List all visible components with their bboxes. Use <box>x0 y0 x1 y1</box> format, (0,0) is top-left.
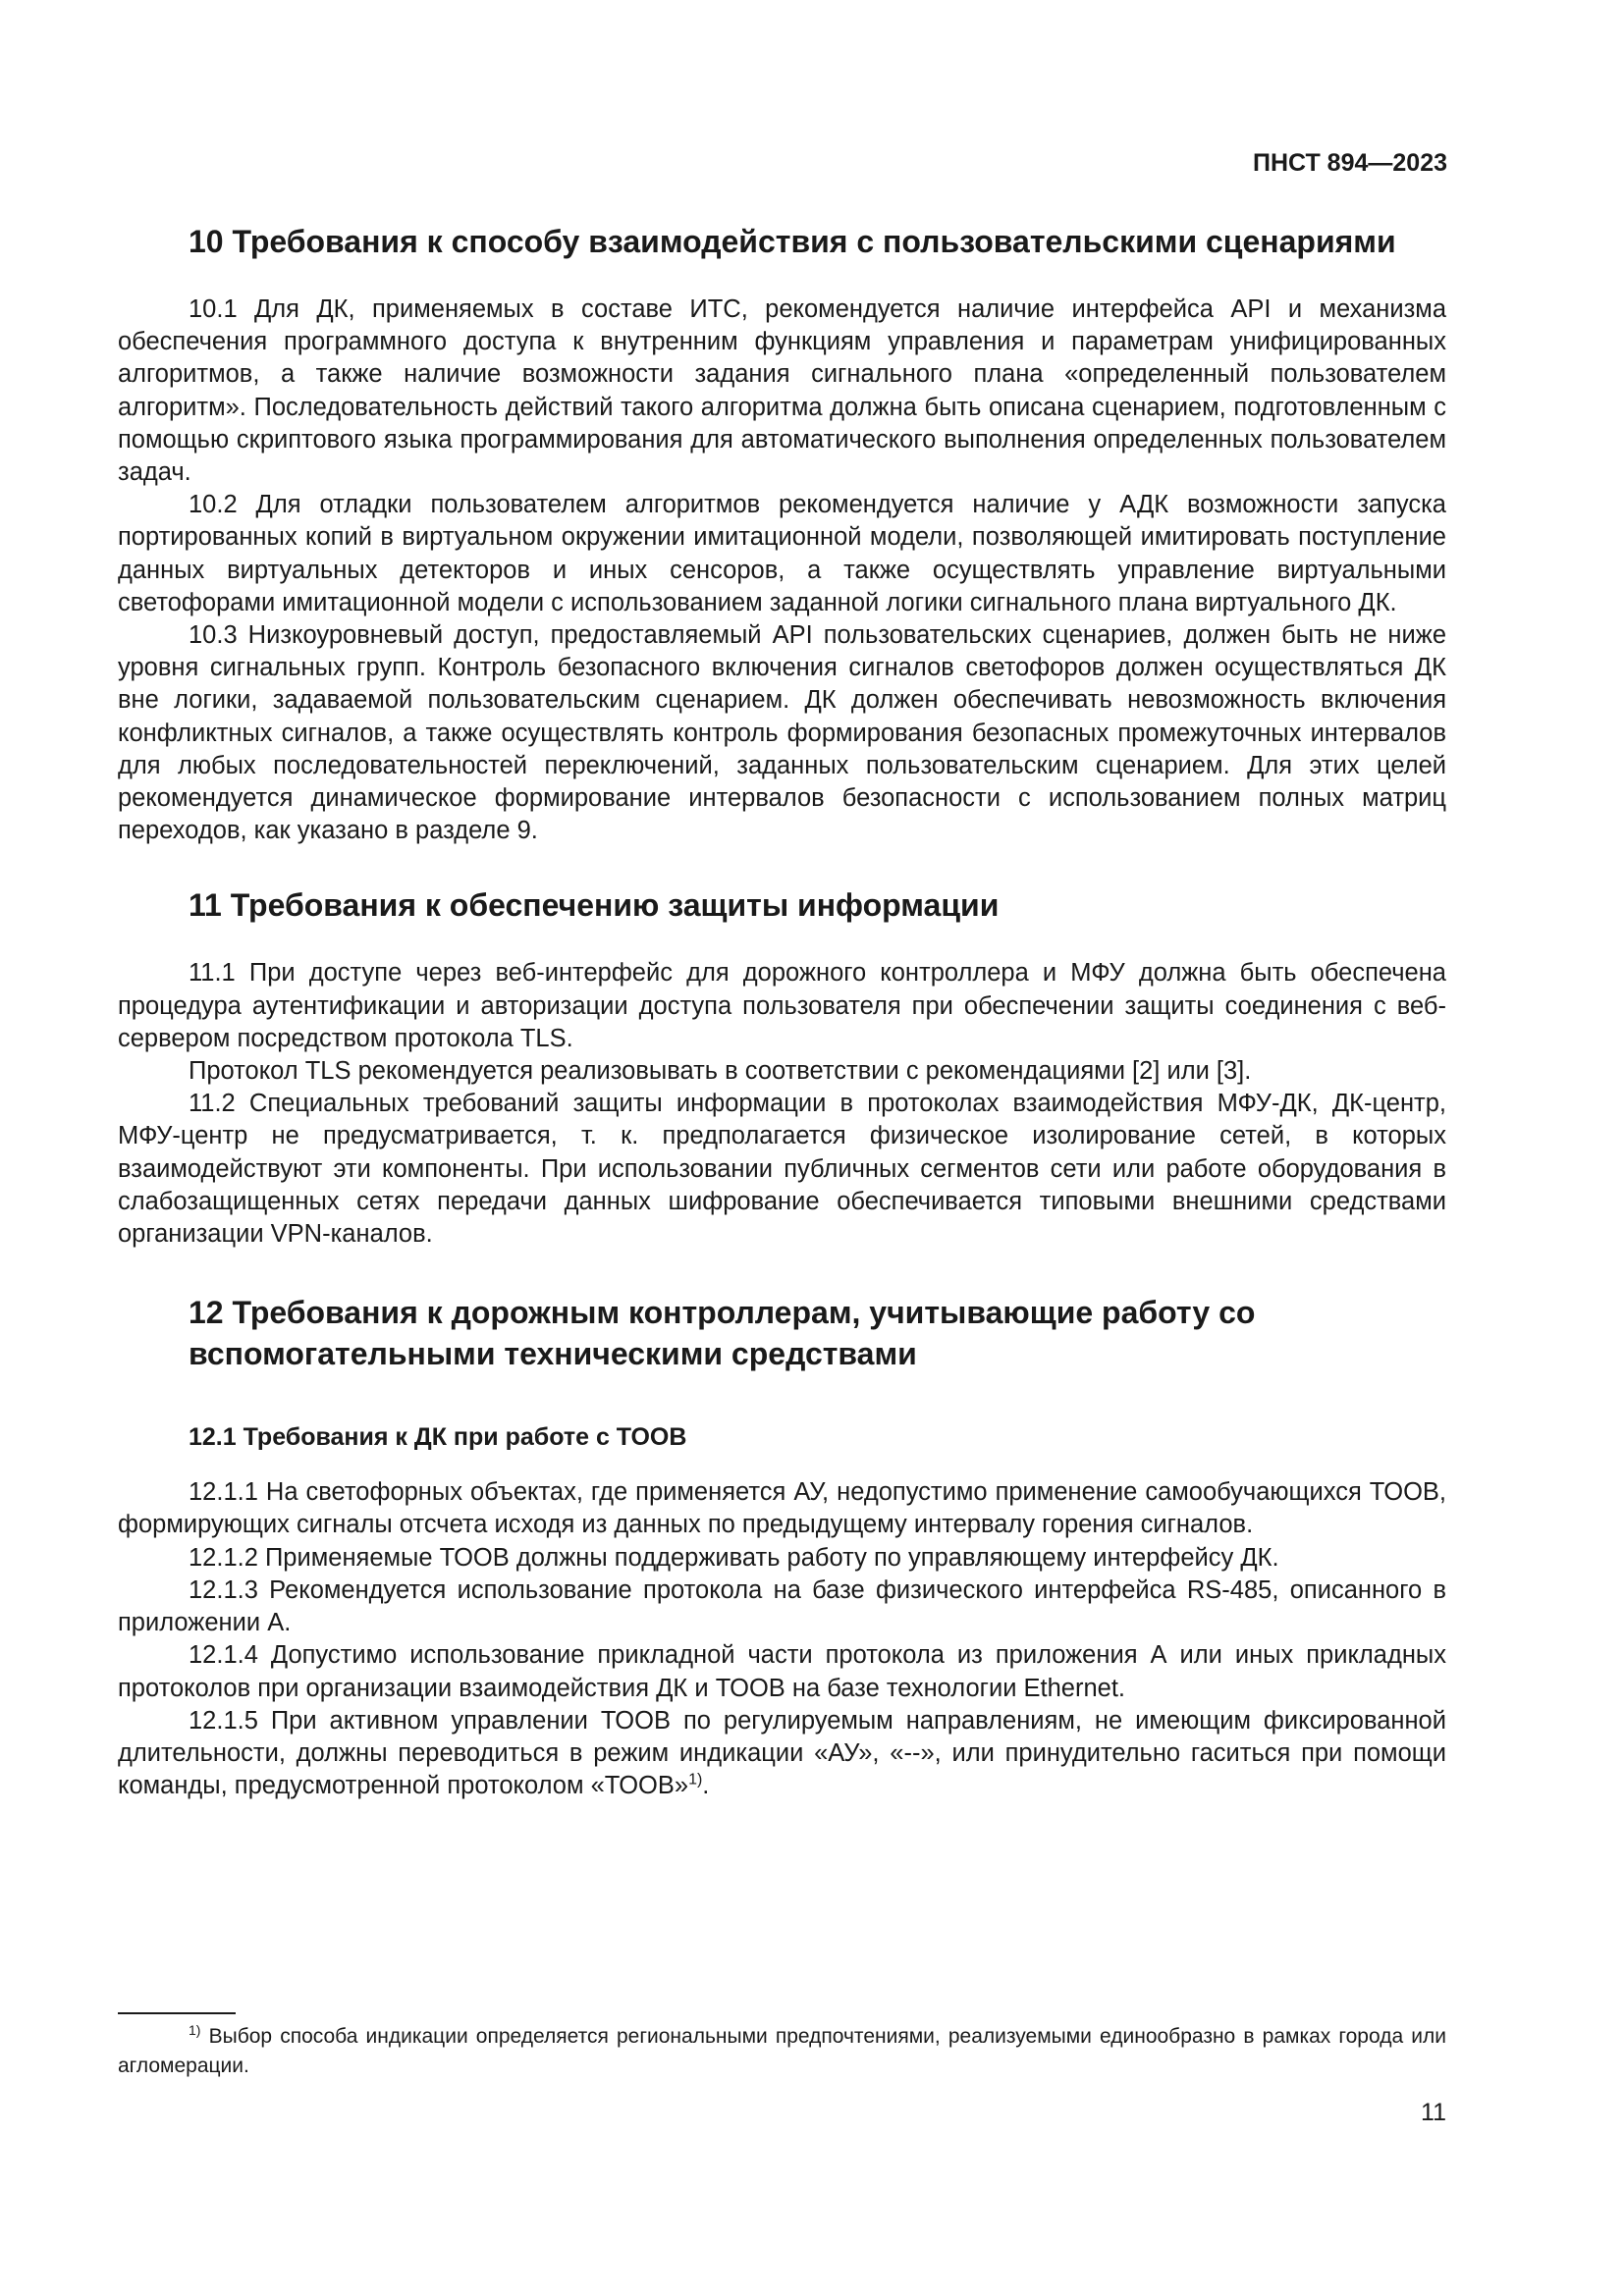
footnote-reference: 1) <box>688 1771 703 1789</box>
paragraph-12-1-5-end: . <box>702 1772 710 1800</box>
paragraph-10-1: 10.1 Для ДК, применяемых в составе ИТС, рекомендуется наличие интерфейса API и механизма обеспечения программного доступа к внутренним функциям управления и параметрам унифицированных алгоритмов, а также наличие возможности задания сигнального плана «определенный пользователем алгоритм». Последовательность действий такого алгоритма должна быть описана сценарием, подготовленным с помощью скриптового языка программирования для автоматического выполнения определенных пользователем задач. <box>118 295 1446 487</box>
section-10-title: 10 Требования к способу взаимодействия с пользовательскими сценариями <box>189 224 1396 259</box>
paragraph-11-2: 11.2 Специальных требований защиты информации в протоколах взаимодействия МФУ-ДК, ДК-центр, МФУ-центр не предусматривается, т. к. предполагается физическое изолирование сетей, в которых взаимодействуют эти компоненты. При использовании публичных сегментов сети или работе оборудования в слабозащищенных сетях передачи данных шифрование обеспечивается типовыми внешними средствами организации VPN-каналов. <box>118 1090 1446 1249</box>
document-code: ПНСТ 894—2023 <box>1253 149 1447 177</box>
paragraph-10-3: 10.3 Низкоуровневый доступ, предоставляемый API пользовательских сценариев, должен быть не ниже уровня сигнальных групп. Контроль безопасного включения сигналов светофоров должен осуществляться ДК вне логики, задаваемой пользовательским сценарием. ДК должен обеспечивать невозможность включения конфликтных сигналов, а также осуществлять контроль формирования безопасных промежуточных интервалов для любых последовательностей переключений, заданных пользовательским сценарием. Для этих целей рекомендуется динамическое формирование интервалов безопасности с использованием полных матриц переходов, как указано в разделе 9. <box>118 621 1446 845</box>
subsection-12-1-title: 12.1 Требования к ДК при работе с ТООВ <box>189 1423 687 1452</box>
paragraph-12-1-5-text: 12.1.5 При активном управлении ТООВ по регулируемым направлениям, не имеющим фиксированной длительности, должны переводиться в режим индикации «АУ», «--», или принудительно гаситься при помощи команды, предусмотренной протоколом «ТООВ» <box>118 1706 1446 1800</box>
paragraph-12-1-1: 12.1.1 На светофорных объектах, где применяется АУ, недопустимо применение самообучающихся ТООВ, формирующих сигналы отсчета исходя из данных по предыдущему интервалу горения сигналов. <box>118 1478 1446 1539</box>
paragraph-10-2: 10.2 Для отладки пользователем алгоритмов рекомендуется наличие у АДК возможности запуска портированных копий в виртуальном окружении имитационной модели, позволяющей имитировать поступление данных виртуальных детекторов и иных сенсоров, а также осуществлять управление виртуальными светофорами имитационной модели с использованием заданной логики сигнального плана виртуального ДК. <box>118 491 1446 616</box>
paragraph-12-1-5 <box>118 1705 1446 1803</box>
footnote-divider <box>118 2012 236 2014</box>
paragraph-12-1-3: 12.1.3 Рекомендуется использование протокола на базе физического интерфейса RS-485, описанного в приложении А. <box>118 1575 1446 1637</box>
footnote-text: Выбор способа индикации определяется региональными предпочтениями, реализуемыми единообразно в рамках города или агломерации. <box>118 2025 1446 2077</box>
footnote-marker: 1) <box>189 2022 201 2038</box>
paragraph-11-1-tls: Протокол TLS рекомендуется реализовывать в соответствии с рекомендациями [2] или [3]. <box>189 1057 1252 1086</box>
paragraph-12-1-2: 12.1.2 Применяемые ТООВ должны поддерживать работу по управляющему интерфейсу ДК. <box>189 1543 1279 1572</box>
section-11-title: 11 Требования к обеспечению защиты информации <box>189 887 1000 924</box>
paragraph-12-1-4: 12.1.4 Допустимо использование прикладной части протокола из приложения А или иных прикладных протоколов при организации взаимодействия ДК и ТООВ на базе технологии Ethernet. <box>118 1641 1446 1702</box>
page-content <box>118 221 1446 1802</box>
page-number: 11 <box>1421 2099 1446 2126</box>
section-12-title: 12 Требования к дорожным контроллерам, учитывающие работу со вспомогательными техническими средствами <box>189 1295 1256 1372</box>
footnote <box>118 2022 1446 2081</box>
paragraph-11-1: 11.1 При доступе через веб-интерфейс для дорожного контроллера и МФУ должна быть обеспечена процедура аутентификации и авторизации доступа пользователя при обеспечении защиты соединения с веб-сервером посредством протокола TLS. <box>118 959 1446 1052</box>
